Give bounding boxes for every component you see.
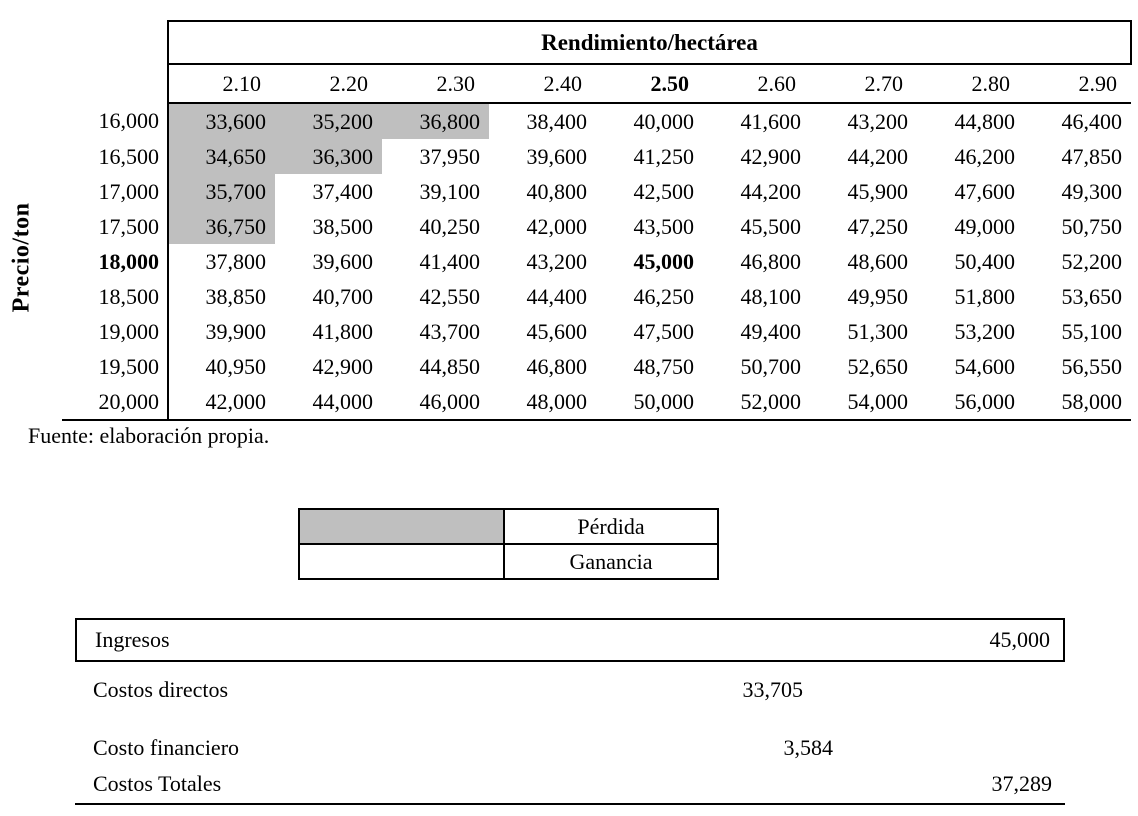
costos-totales-value: 37,289 <box>991 771 1052 796</box>
revenue-cell: 40,800 <box>526 178 587 204</box>
revenue-cell: 49,000 <box>954 213 1015 239</box>
costo-financiero-label: Costo financiero <box>93 735 240 760</box>
price-row-header: 18,000 <box>98 248 159 274</box>
revenue-cell: 50,700 <box>740 353 801 379</box>
ingresos-value: 45,000 <box>989 627 1050 652</box>
revenue-cell: 53,200 <box>954 318 1015 344</box>
revenue-cell: 50,750 <box>1061 213 1122 239</box>
revenue-cell: 50,000 <box>596 384 703 420</box>
table-row <box>62 314 1131 349</box>
revenue-cell: 41,400 <box>419 248 480 274</box>
yield-tick: 2.50 <box>596 64 703 103</box>
table-row <box>62 209 1131 244</box>
yield-tick: 2.60 <box>703 64 810 103</box>
revenue-cell: 56,000 <box>917 384 1024 420</box>
revenue-cell: 45,000 <box>633 248 694 274</box>
revenue-cell: 42,500 <box>633 178 694 204</box>
gain-swatch <box>299 544 504 579</box>
revenue-cell: 37,400 <box>312 178 373 204</box>
revenue-cell: 39,600 <box>526 143 587 169</box>
yield-axis-title: Rendimiento/hectárea <box>168 21 1131 64</box>
costos-directos-value: 33,705 <box>742 677 803 702</box>
revenue-cell: 44,200 <box>847 143 908 169</box>
legend-row-loss <box>299 509 718 544</box>
costo-financiero-row <box>75 730 1065 766</box>
revenue-cell: 47,250 <box>847 213 908 239</box>
revenue-cell: 54,000 <box>810 384 917 420</box>
revenue-cell: 43,200 <box>847 108 908 134</box>
revenue-cell: 48,750 <box>633 353 694 379</box>
costos-totales-row <box>75 766 1065 802</box>
revenue-cell: 46,000 <box>382 384 489 420</box>
revenue-cell: 37,800 <box>168 244 275 279</box>
revenue-cell: 46,400 <box>1061 108 1122 134</box>
revenue-cell: 55,100 <box>1061 318 1122 344</box>
revenue-cell: 45,900 <box>847 178 908 204</box>
revenue-cell: 43,200 <box>526 248 587 274</box>
revenue-cell: 45,500 <box>740 213 801 239</box>
revenue-cell: 42,900 <box>740 143 801 169</box>
price-row-header: 19,500 <box>98 353 159 379</box>
price-axis-label: Precio/ton <box>8 202 35 313</box>
revenue-cell: 49,300 <box>1061 178 1122 204</box>
source-note: Fuente: elaboración propia. <box>28 423 270 448</box>
revenue-cell: 52,650 <box>847 353 908 379</box>
legend-row-gain <box>299 544 718 579</box>
revenue-cell: 33,600 <box>168 103 275 139</box>
yield-tick-row <box>62 64 1131 103</box>
revenue-cell: 40,950 <box>168 349 275 384</box>
revenue-cell: 39,600 <box>312 248 373 274</box>
revenue-cell: 48,600 <box>847 248 908 274</box>
price-axis-label-wrap <box>2 160 42 355</box>
legend-table <box>298 508 719 580</box>
revenue-cell: 51,300 <box>847 318 908 344</box>
revenue-cell: 44,000 <box>275 384 382 420</box>
price-row-header: 19,000 <box>98 318 159 344</box>
yield-tick: 2.10 <box>168 64 275 103</box>
corner-spacer <box>62 21 168 64</box>
revenue-cell: 42,000 <box>168 384 275 420</box>
price-row-header: 18,500 <box>98 283 159 309</box>
revenue-cell: 46,200 <box>954 143 1015 169</box>
table-row <box>62 279 1131 314</box>
revenue-cell: 37,950 <box>419 143 480 169</box>
table-row <box>62 139 1131 174</box>
revenue-cell: 54,600 <box>954 353 1015 379</box>
revenue-cell: 53,650 <box>1061 283 1122 309</box>
revenue-cell: 34,650 <box>168 139 275 174</box>
yield-tick: 2.40 <box>489 64 596 103</box>
costos-directos-row <box>75 672 1065 708</box>
table-row <box>62 174 1131 209</box>
yield-axis-title-row <box>62 21 1131 64</box>
revenue-cell: 49,400 <box>740 318 801 344</box>
summary-bottom-rule <box>75 803 1065 805</box>
income-statement <box>75 618 1065 810</box>
loss-swatch <box>299 509 504 544</box>
revenue-cell: 36,750 <box>168 209 275 244</box>
revenue-cell: 35,200 <box>275 103 382 139</box>
table-row <box>62 349 1131 384</box>
revenue-cell: 45,600 <box>526 318 587 344</box>
revenue-cell: 50,400 <box>954 248 1015 274</box>
revenue-cell: 41,600 <box>740 108 801 134</box>
table-row <box>62 244 1131 279</box>
yield-tick: 2.80 <box>917 64 1024 103</box>
revenue-cell: 44,400 <box>526 283 587 309</box>
revenue-cell: 41,800 <box>312 318 373 344</box>
yield-tick: 2.30 <box>382 64 489 103</box>
revenue-cell: 38,400 <box>526 108 587 134</box>
loss-label: Pérdida <box>504 509 718 544</box>
revenue-cell: 52,200 <box>1061 248 1122 274</box>
revenue-cell: 38,500 <box>312 213 373 239</box>
revenue-cell: 44,850 <box>419 353 480 379</box>
revenue-cell: 52,000 <box>703 384 810 420</box>
yield-tick: 2.20 <box>275 64 382 103</box>
revenue-cell: 44,200 <box>740 178 801 204</box>
revenue-cell: 40,000 <box>633 108 694 134</box>
revenue-cell: 41,250 <box>633 143 694 169</box>
price-row-header: 20,000 <box>62 384 168 420</box>
revenue-cell: 36,800 <box>382 103 489 139</box>
revenue-cell: 56,550 <box>1061 353 1122 379</box>
revenue-cell: 47,600 <box>954 178 1015 204</box>
revenue-cell: 48,100 <box>740 283 801 309</box>
revenue-cell: 35,700 <box>168 174 275 209</box>
costos-totales-label: Costos Totales <box>93 771 222 796</box>
costos-directos-label: Costos directos <box>93 677 229 702</box>
revenue-cell: 46,800 <box>526 353 587 379</box>
ingresos-label: Ingresos <box>95 627 170 652</box>
revenue-cell: 36,300 <box>275 139 382 174</box>
revenue-cell: 40,700 <box>312 283 373 309</box>
price-row-header: 17,000 <box>98 178 159 204</box>
revenue-cell: 51,800 <box>954 283 1015 309</box>
revenue-cell: 46,800 <box>740 248 801 274</box>
yield-tick: 2.70 <box>810 64 917 103</box>
corner-spacer <box>62 64 168 103</box>
revenue-cell: 38,850 <box>168 279 275 314</box>
revenue-cell: 44,800 <box>954 108 1015 134</box>
costo-financiero-value: 3,584 <box>783 735 833 760</box>
yield-tick: 2.90 <box>1024 64 1131 103</box>
revenue-cell: 43,500 <box>633 213 694 239</box>
revenue-cell: 42,000 <box>526 213 587 239</box>
revenue-cell: 39,900 <box>168 314 275 349</box>
price-row-header: 16,500 <box>98 143 159 169</box>
revenue-cell: 43,700 <box>419 318 480 344</box>
table-row <box>62 384 1131 420</box>
gain-label: Ganancia <box>504 544 718 579</box>
price-row-header: 17,500 <box>98 213 159 239</box>
price-row-header: 16,000 <box>98 108 159 133</box>
revenue-cell: 46,250 <box>633 283 694 309</box>
revenue-cell: 39,100 <box>419 178 480 204</box>
ingresos-row <box>75 618 1065 662</box>
revenue-cell: 58,000 <box>1024 384 1131 420</box>
revenue-cell: 40,250 <box>419 213 480 239</box>
revenue-cell: 42,900 <box>312 353 373 379</box>
revenue-cell: 47,850 <box>1061 143 1122 169</box>
revenue-cell: 49,950 <box>847 283 908 309</box>
table-row <box>62 103 1131 139</box>
revenue-cell: 42,550 <box>419 283 480 309</box>
revenue-cell: 48,000 <box>489 384 596 420</box>
sensitivity-table <box>62 20 1132 421</box>
revenue-cell: 47,500 <box>633 318 694 344</box>
sensitivity-table-body <box>62 21 1131 420</box>
